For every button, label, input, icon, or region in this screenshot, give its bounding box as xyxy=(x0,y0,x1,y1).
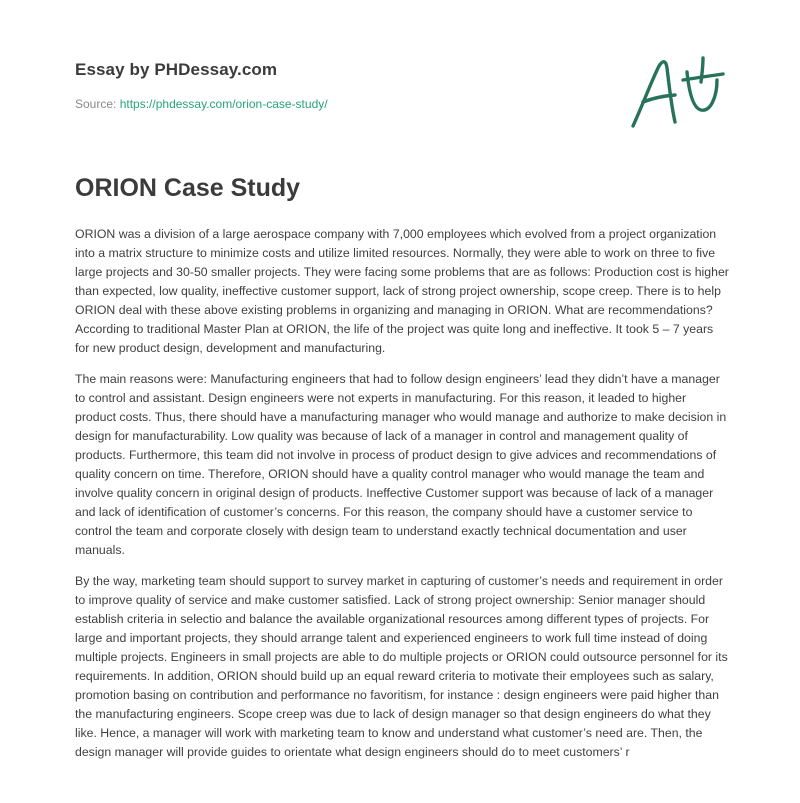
source-label: Source: xyxy=(75,97,120,111)
paragraph-3: By the way, marketing team should support to survey market in capturing of customer’s needs and requirement in order to improve quality of service and make customer satisfied. Lack of strong project ownership: Senior manager should establish criteria in selectio and balance the available organizational resources among different types of projects. For large and important projects, they should arrange talent and experienced engineers to work full time instead of doing multiple projects. Engineers in small projects are able to do multiple projects or ORION could outsource personnel for its requirements. In addition, ORION should build up an equal reward criteria to motivate their employees such as salary, promotion basing on contribution and performance no favoritism, for instance : design engineers were paid higher than the manufacturing engineers. Scope creep was due to lack of design manager so that design engineers do what they like. Hence, a manager will work with marketing team to know and understand what customer’s need are. Then, the design manager will provide guides to orientate what design engineers should do to meet customers’ r xyxy=(75,574,728,759)
header xyxy=(75,0,725,140)
article-title: ORION Case Study xyxy=(75,174,301,202)
source-line xyxy=(75,97,328,111)
brand-title: Essay by PHDessay.com xyxy=(75,60,278,79)
paragraph-2: The main reasons were: Manufacturing engineers that had to follow design engineers’ lead they didn’t have a manager to control and assistant. Design engineers were not experts in manufacturing. For this reason, it leaded to higher product costs. Thus, there should have a manufacturing manager who would manage and authorize to make decision in design for manufacturability. Low quality was because of lack of a manager in control and management quality of products. Furthermore, this team did not involve in process of product design to give advices and recommendations of quality concern on time. Therefore, ORION should have a quality control manager who would manage the team and involve quality concern in original design of products. Ineffective Customer support was because of lack of a manager and lack of identification of customer’s concerns. For this reason, the company should have a customer service to control the team and corporate closely with design team to understand exactly technical documentation and user manuals. xyxy=(75,372,727,557)
article-body xyxy=(75,225,730,774)
source-link[interactable]: https://phdessay.com/orion-case-study/ xyxy=(119,97,328,111)
paragraph-1: ORION was a division of a large aerospace company with 7,000 employees which evolved from a project organization into a matrix structure to minimize costs and utilize limited resources. Normally, they were able to work on three to five large projects and 30-50 smaller projects. They were facing some problems that are as follows: Production cost is higher than expected, low quality, ineffective customer support, lack of strong project ownership, scope creep. There is to help ORION deal with these above existing problems in organizing and managing in ORION. What are recommendations? According to traditional Master Plan at ORION, the life of the project was quite long and ineffective. It took 5 – 7 years for new product design, development and manufacturing. xyxy=(75,227,729,355)
a-plus-logo-icon xyxy=(629,52,725,132)
